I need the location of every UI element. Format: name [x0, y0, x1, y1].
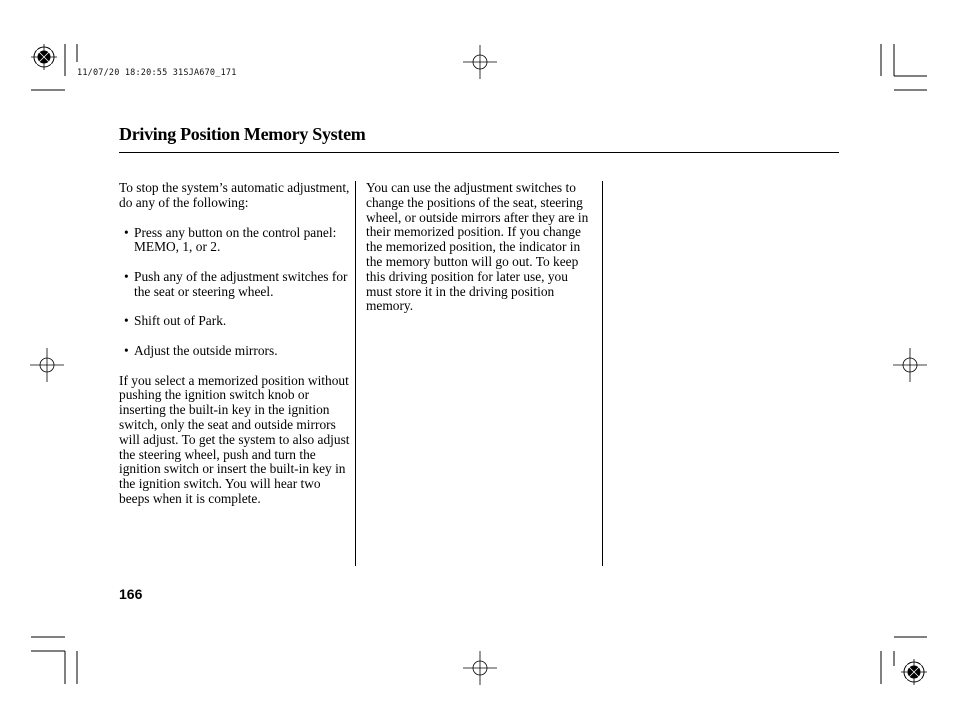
- list-item-text: Adjust the outside mirrors.: [134, 342, 278, 358]
- crosshair-icon: [30, 348, 64, 382]
- bullet-icon: •: [124, 268, 129, 284]
- page-number: 166: [119, 586, 143, 602]
- list-item: [119, 270, 351, 300]
- page-title: Driving Position Memory System: [119, 124, 366, 144]
- crosshair-icon: [463, 45, 497, 79]
- closing-paragraph: If you select a memorized position without pushing the ignition switch knob or inserting the built-in key in the ignition switch, only the seat and outside mirrors will adjust. To get the system to also adjust the steering wheel, push and turn the ignition switch or insert the built-in key in the ignition switch. You will hear two beeps when it is complete.: [119, 372, 350, 506]
- left-column: [119, 181, 351, 507]
- print-stamp: 11/07/20 18:20:55 31SJA670_171: [77, 68, 237, 78]
- column-divider: [355, 181, 356, 566]
- column-divider: [602, 181, 603, 566]
- list-item-text: Push any of the adjustment switches for the seat or steering wheel.: [134, 268, 348, 299]
- intro-paragraph: To stop the system’s automatic adjustment, do any of the following:: [119, 180, 350, 210]
- crosshair-icon: [893, 348, 927, 382]
- right-paragraph: You can use the adjustment switches to change the positions of the seat, steering wheel, or outside mirrors after they are in their memorized position. If you change the memorized position, the indicator in the memory button will go out. To keep this driving position for later use, you must store it in the driving position memory.: [366, 180, 589, 314]
- list-item: [119, 344, 351, 359]
- bullet-list: [119, 226, 351, 359]
- bullet-icon: •: [124, 342, 129, 358]
- registration-target-icon: [901, 659, 927, 685]
- list-item: [119, 226, 351, 256]
- title-rule: [119, 152, 839, 153]
- list-item-text: Press any button on the control panel: MEMO, 1, or 2.: [134, 224, 337, 255]
- bullet-icon: •: [124, 313, 129, 329]
- crosshair-icon: [463, 651, 497, 685]
- list-item-text: Shift out of Park.: [134, 313, 227, 329]
- list-item: [119, 314, 351, 329]
- right-column: [366, 181, 596, 314]
- bullet-icon: •: [124, 224, 129, 240]
- registration-target-icon: [31, 44, 57, 70]
